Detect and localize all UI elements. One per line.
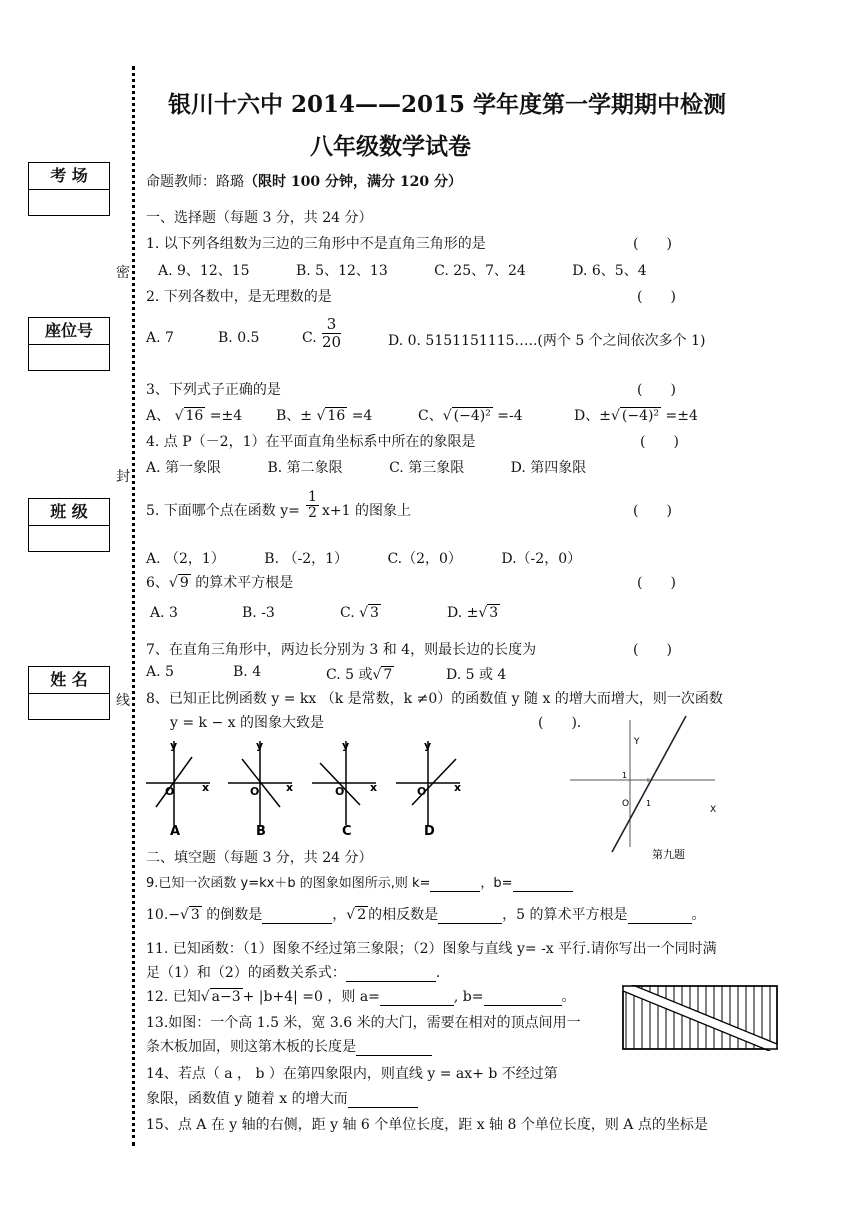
fraction-numerator: 1 — [308, 489, 317, 505]
q2-option-a: A. 7 — [146, 330, 174, 346]
teacher-label: 命题教师：路璐 — [146, 174, 244, 190]
plus-minus: ± — [466, 605, 479, 621]
q8-graph-c — [312, 739, 377, 839]
graph-letter: A — [170, 824, 181, 839]
q5-stem — [146, 500, 300, 520]
q10-text3: 的相反数是 — [368, 907, 439, 923]
q12-mid2: , b= — [453, 989, 484, 1005]
radicand: (−4)² — [621, 408, 660, 424]
class-box — [28, 498, 110, 552]
origin-label: O — [622, 799, 630, 809]
time-limit: （限时 100 分钟，满分 120 分） — [244, 174, 462, 190]
q14-line2 — [146, 1088, 418, 1108]
option-text: C. 5 或 — [326, 667, 373, 683]
q10-line: 10.−√ 3 的倒数是 ，√ 2 的相反数是 ，5 的算术平方根是 。 — [146, 907, 706, 923]
q3-option-d: D、±√ (−4)² =±4 — [574, 408, 698, 424]
q1-answer-paren[interactable]: ( ) — [633, 236, 672, 252]
exam-room-field[interactable] — [29, 190, 109, 215]
q10-text4: ，5 的算术平方根是 — [502, 907, 628, 923]
option-prefix: C、 — [418, 408, 443, 424]
q12-b-blank[interactable] — [484, 989, 562, 1006]
q13-text: 条木板加固，则这第木板的长度是 — [146, 1039, 356, 1055]
q9-line — [146, 872, 573, 892]
q9-mid: ，b= — [480, 876, 513, 891]
origin-label: O — [165, 785, 175, 798]
seat-number-field[interactable] — [29, 345, 109, 370]
q12-a-blank[interactable] — [380, 989, 454, 1006]
q9-text: 9.已知一次函数 y=kx＋b 的图象如图所示,则 k= — [146, 876, 431, 891]
q9-k-blank[interactable] — [430, 876, 480, 892]
minus-sign: − — [168, 907, 180, 923]
q13-blank[interactable] — [356, 1039, 432, 1056]
q4-stem: 4. 点 P（－2，1）在平面直角坐标系中所在的象限是 — [146, 434, 476, 450]
q10-blank-2[interactable] — [438, 907, 502, 924]
q8-graph-b — [228, 739, 293, 839]
q11-line1: 11. 已知函数：（1）图象不经过第三象限；（2）图象与直线 y= -x 平行.请你写出一个同时满 — [146, 941, 717, 957]
q10-blank-1[interactable] — [262, 907, 332, 924]
q8-graph-d — [396, 739, 461, 839]
q5-stem-pre: 5. 下面哪个点在函数 y= — [146, 503, 300, 519]
q3-option-b: B、± √ 16 =4 — [276, 408, 373, 424]
radicand: 16 — [185, 408, 204, 424]
q7-option-d: D. 5 或 4 — [446, 667, 507, 683]
origin-label: O — [250, 785, 260, 798]
q7-answer-paren[interactable]: ( ) — [633, 642, 672, 658]
fraction-numerator: 3 — [322, 316, 341, 334]
x-axis-label: x — [202, 781, 210, 794]
graph-letter: B — [256, 824, 266, 839]
q5-stem-post: x+1 的图象上 — [322, 503, 411, 519]
exam-info — [146, 171, 462, 191]
q14-blank[interactable] — [348, 1091, 418, 1108]
seal-char-mi: 密 — [116, 265, 130, 281]
q15-line1: 15、点 A 在 y 轴的右侧，距 y 轴 6 个单位长度，距 x 轴 8 个单位长度，则 A 点的坐标是 — [146, 1117, 708, 1133]
q3-option-a: A、 √ 16 =±4 — [146, 408, 243, 424]
y-axis-label: y — [424, 739, 432, 752]
q12-text: 12. 已知 — [146, 989, 201, 1005]
q11-text: 足（1）和（2）的函数关系式： — [146, 965, 346, 981]
x-axis-label: x — [454, 781, 462, 794]
q10-text1: 的倒数是 — [206, 907, 263, 923]
y-axis-label: Y — [634, 737, 640, 747]
radicand: 2 — [357, 907, 367, 923]
x-axis-label: x — [370, 781, 378, 794]
q14-text: 象限，函数值 y 随着 x 的增大而 — [146, 1091, 348, 1107]
q14-line1: 14、若点（ a ， b ）在第四象限内，则直线 y = ax+ b 不经过第 — [146, 1066, 558, 1082]
exam-room-box — [28, 162, 110, 216]
q11-end: . — [435, 965, 441, 981]
option-suffix: =4 — [351, 408, 373, 424]
graph-line — [320, 763, 360, 805]
q6-answer-paren[interactable]: ( ) — [637, 575, 676, 591]
q1-stem: 1. 以下列各组数为三边的三角形中不是直角三角形的是 — [146, 236, 486, 252]
q2-stem: 2. 下列各数中，是无理数的是 — [146, 289, 332, 305]
option-suffix: =-4 — [497, 408, 523, 424]
seal-char-feng: 封 — [116, 469, 130, 485]
graph-letter: C — [342, 824, 352, 839]
q2-option-c-fraction — [322, 316, 341, 350]
option-suffix: =±4 — [665, 408, 698, 424]
name-field[interactable] — [29, 694, 109, 719]
q10-text5: 。 — [691, 907, 706, 923]
q1-options: A. 9、12、15 B. 5、12、13 C. 25、7、24 D. 6、5、4 — [158, 263, 647, 279]
q12-end: 。 — [561, 989, 576, 1005]
q6-option-c: C. √ 3 — [340, 605, 379, 621]
option-suffix: =±4 — [209, 408, 243, 424]
q6-stem: 6、√ 9 的算术平方根是 — [146, 575, 294, 591]
q12-line: 12. 已知√ a−3 + |b+4| =0 ，则 a= , b= 。 — [146, 989, 576, 1005]
section2-heading: 二、填空题（每题 3 分，共 24 分） — [146, 850, 373, 866]
figure-caption: 第九题 — [652, 848, 685, 861]
q8-graph-a — [146, 739, 210, 839]
exam-title-line1: 银川十六中 2014——2015 学年度第一学期期中检测 — [168, 91, 727, 118]
q6-option-b: B. -3 — [242, 605, 275, 621]
option-letter: C. — [340, 605, 355, 621]
q5-answer-paren[interactable]: ( ) — [633, 503, 672, 519]
q9-b-blank[interactable] — [513, 876, 573, 892]
radicand: a−3 — [211, 989, 241, 1005]
exam-room-label: 考 场 — [29, 163, 109, 190]
seal-dotted-line — [132, 66, 135, 1146]
q4-answer-paren[interactable]: ( ) — [640, 434, 679, 450]
section1-heading: 一、选择题（每题 3 分，共 24 分） — [146, 210, 373, 226]
q8-line2: y = k − x 的图象大致是 — [170, 715, 324, 731]
seat-number-box — [28, 317, 110, 371]
exam-title-line2: 八年级数学试卷 — [310, 133, 471, 160]
q13-line1: 13.如图：一个高 1.5 米，宽 3.6 米的大门，需要在相对的顶点间用一 — [146, 1015, 581, 1031]
option-prefix: B、± — [276, 408, 313, 424]
class-field[interactable] — [29, 526, 109, 551]
origin-label: O — [335, 785, 345, 798]
origin-label: O — [417, 785, 427, 798]
q10-blank-3[interactable] — [628, 907, 692, 924]
option-letter: D. — [447, 605, 463, 621]
seat-number-label: 座位号 — [29, 318, 109, 345]
q3-answer-paren[interactable]: ( ) — [637, 382, 676, 398]
radicand: 3 — [370, 605, 379, 621]
q8-option-graphs — [140, 735, 470, 840]
radicand: (−4)² — [453, 408, 491, 424]
x-axis-label: X — [710, 805, 717, 815]
option-prefix: D、± — [574, 408, 611, 424]
graph-line — [412, 759, 456, 805]
q8-line1: 8、已知正比例函数 y = kx （k 是常数，k ≠0）的函数值 y 随 x 的增大而增大，则一次函数 — [146, 691, 723, 707]
q7-option-c: C. 5 或√ 7 — [326, 667, 393, 683]
q7-option-b: B. 4 — [233, 664, 262, 680]
name-label: 姓 名 — [29, 667, 109, 694]
radicand: 3 — [190, 907, 200, 923]
radicand: 9 — [179, 575, 189, 591]
graph-line — [612, 716, 686, 852]
q2-option-b: B. 0.5 — [218, 330, 260, 346]
x-tick-label: 1 — [646, 799, 652, 808]
q13-door-figure — [622, 985, 778, 1051]
radicand: 16 — [327, 408, 346, 424]
q7-stem: 7、在直角三角形中，两边长分别为 3 和 4，则最长边的长度为 — [146, 642, 537, 658]
q7-option-a: A. 5 — [146, 664, 174, 680]
q12-mid: + |b+4| =0 ，则 a= — [242, 989, 380, 1005]
name-box — [28, 666, 110, 720]
y-axis-label: y — [342, 739, 350, 752]
x-axis-label: x — [286, 781, 294, 794]
q13-line2 — [146, 1036, 432, 1056]
y-tick-label: 1 — [622, 771, 628, 780]
q3-option-c: C、√ (−4)² =-4 — [418, 408, 523, 424]
q6-stem-post: 的算术平方根是 — [195, 575, 294, 591]
class-label: 班 级 — [29, 499, 109, 526]
q2-option-d: D. 0. 5151151115…..(两个 5 个之间依次多个 1) — [388, 333, 706, 349]
q11-line2 — [146, 962, 440, 982]
q11-blank[interactable] — [346, 965, 436, 982]
seal-char-xian: 线 — [116, 693, 130, 709]
q9-figure — [560, 712, 730, 862]
q4-options: A. 第一象限 B. 第二象限 C. 第三象限 D. 第四象限 — [146, 460, 587, 476]
q2-answer-paren[interactable]: ( ) — [637, 289, 676, 305]
graph-letter: D — [424, 824, 435, 839]
q2-option-c: C. — [302, 330, 317, 346]
q5-fraction — [306, 490, 319, 522]
radicand: 7 — [383, 667, 393, 683]
q8-answer-paren[interactable]: ( )． — [538, 715, 591, 731]
q10-text2: ， — [332, 907, 347, 923]
radicand: 3 — [489, 605, 499, 621]
q6-option-d: D. ±√ 3 — [447, 605, 499, 621]
q10-number: 10. — [146, 907, 169, 923]
fraction-denominator: 2 — [308, 505, 317, 522]
q6-option-a: A. 3 — [150, 605, 178, 621]
fraction-denominator: 20 — [322, 332, 342, 351]
y-axis-label: y — [256, 739, 264, 752]
q3-stem: 3、下列式子正确的是 — [146, 382, 281, 398]
q5-options: A. （2，1） B. （-2，1） C.（2，0） D.（-2，0） — [146, 551, 582, 567]
y-axis-label: y — [170, 739, 178, 752]
option-prefix: A、 — [146, 408, 171, 424]
q6-stem-pre: 6、 — [146, 575, 169, 591]
